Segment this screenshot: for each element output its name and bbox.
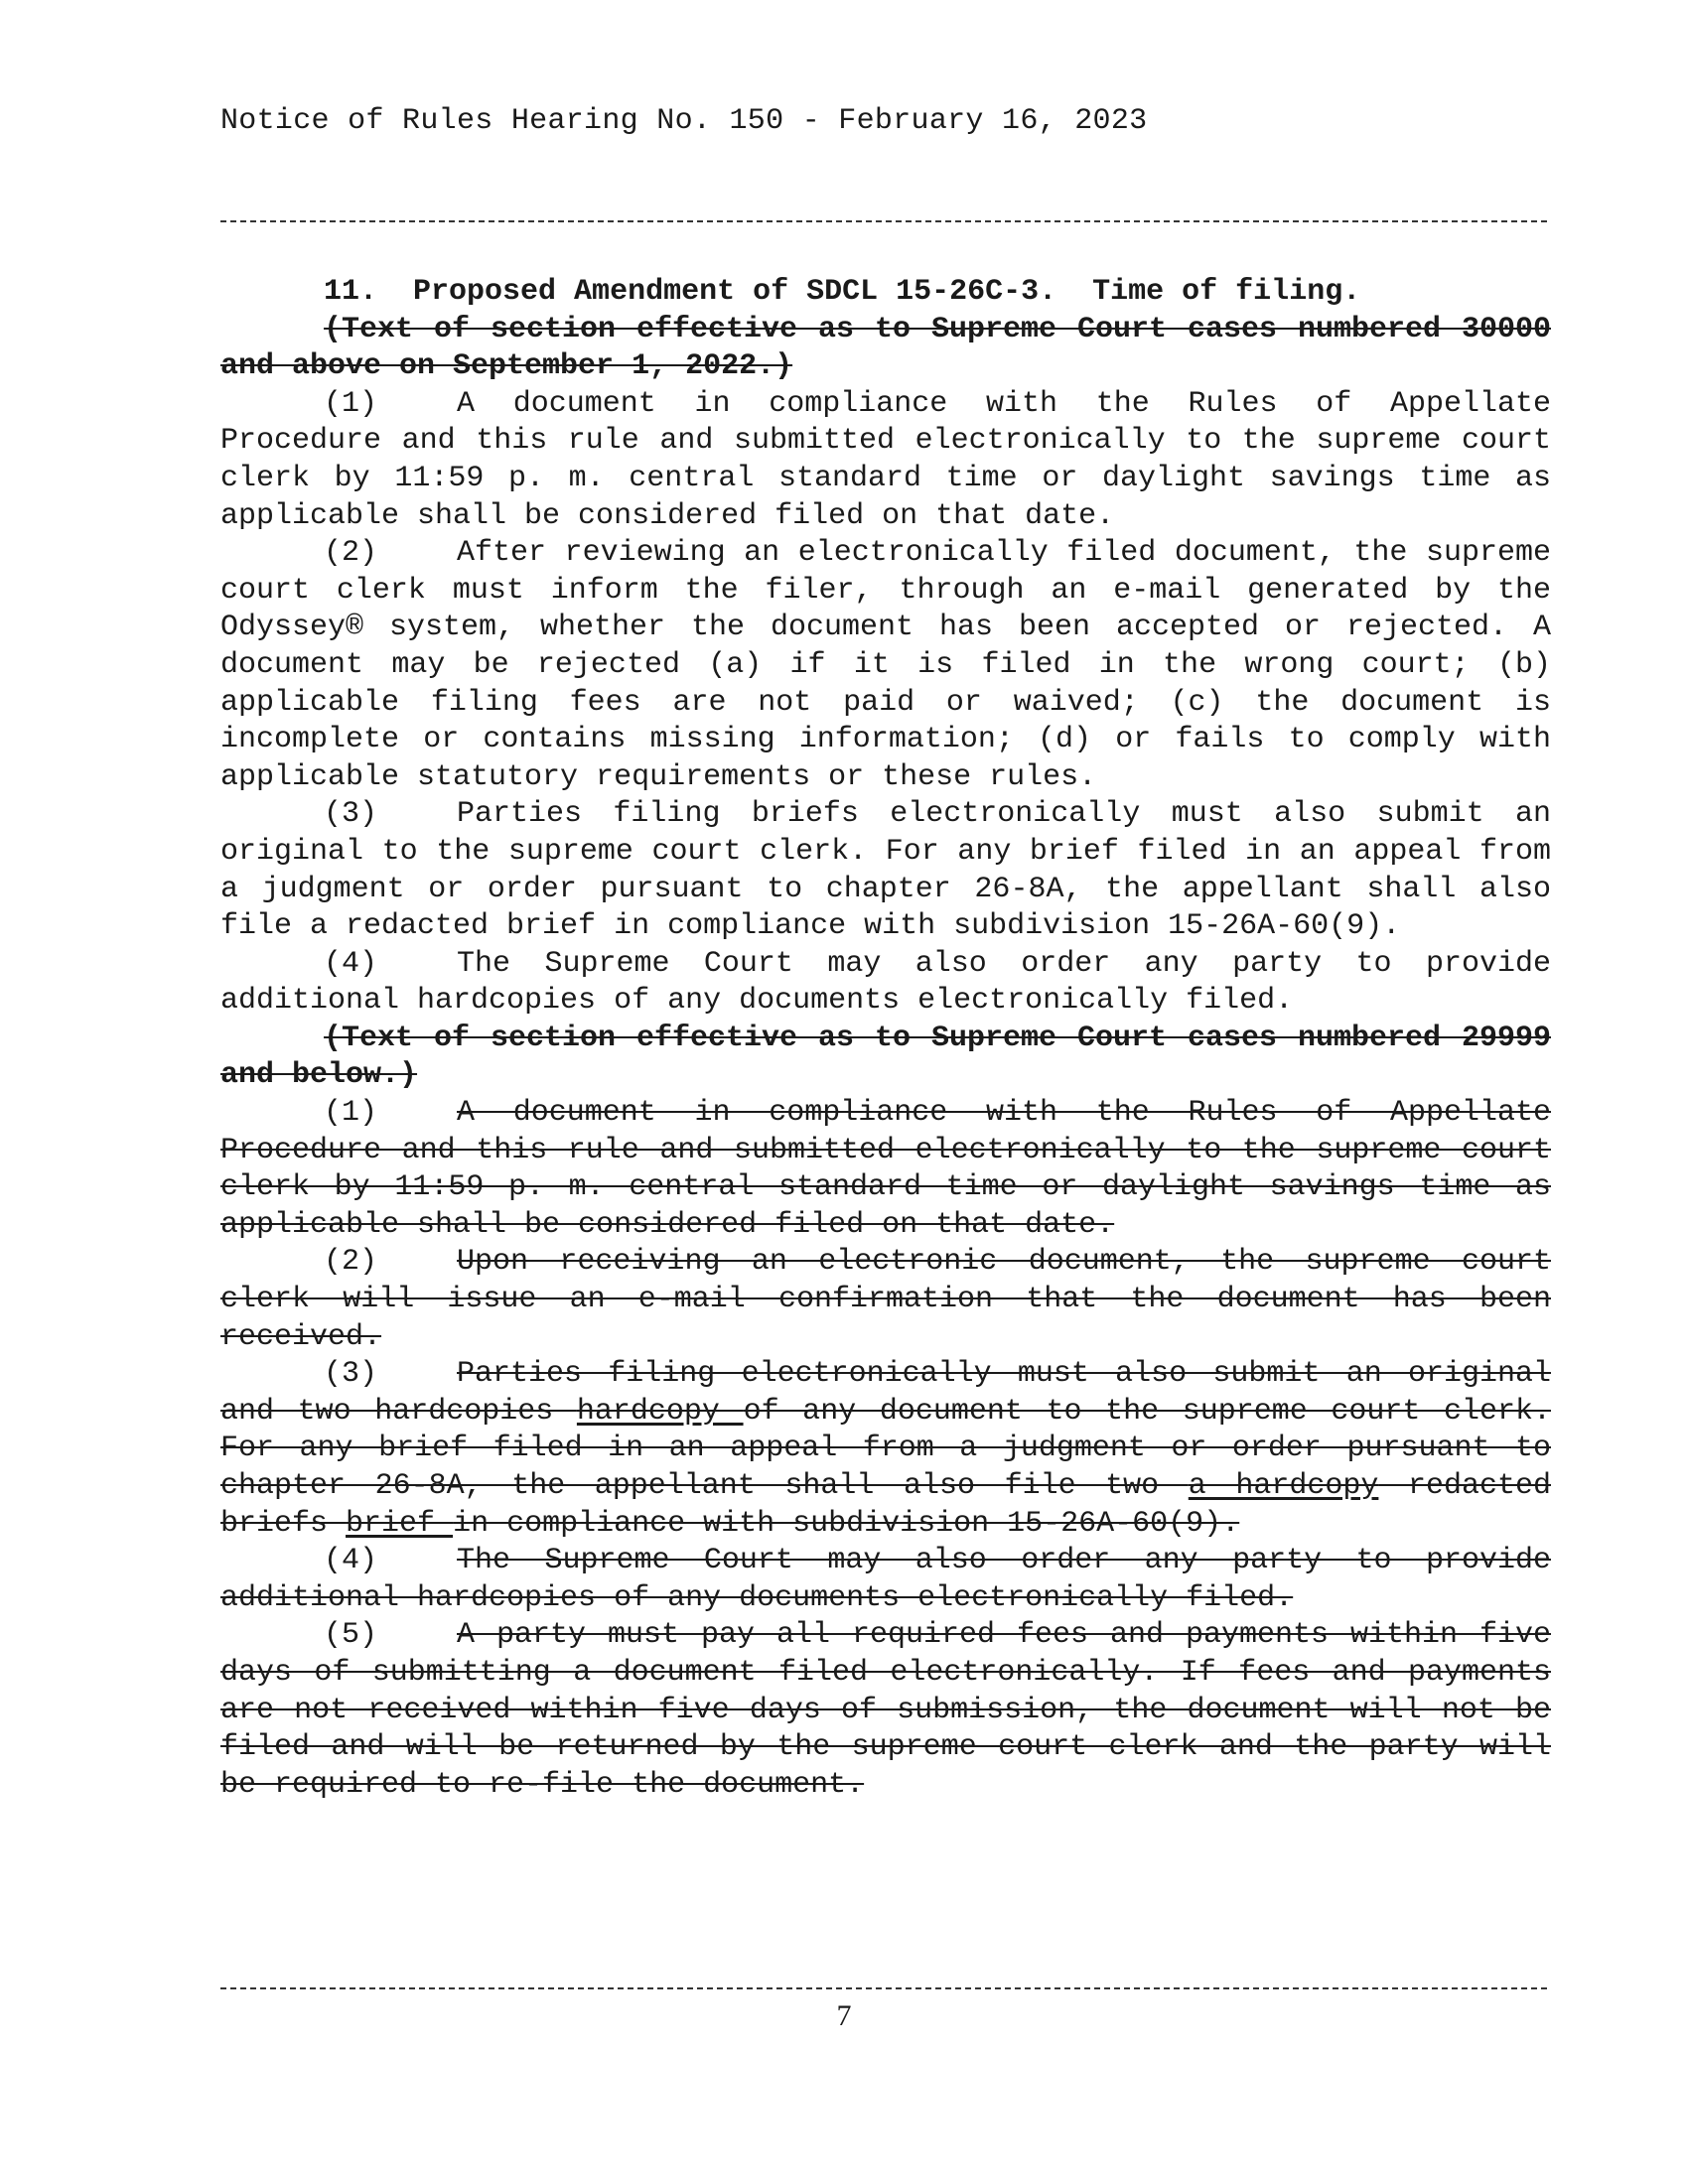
- rule-number: 11.: [324, 275, 378, 309]
- section-a-paragraph-3: [220, 796, 1551, 945]
- section-a-note: (Text of section effective as to Supreme Court cases numbered 30000 and above on September 1, 2022.): [220, 312, 1551, 384]
- paragraph-number: (1): [324, 1096, 378, 1131]
- page-header: Notice of Rules Hearing No. 150 - February 16, 2023: [220, 104, 1148, 138]
- top-dashed-divider: [220, 220, 1547, 222]
- paragraph-text: After reviewing an electronically filed document, the supreme court clerk must inform the filer, through an e-mail generated by the Odyssey® system, whether the document has been accepted or rejected. A document may be rejected (a) if it is filed in the wrong court; (b) applicable filing fees are not paid or waived; (c) the document is incomplete or contains missing information; (d) or fails to comply with applicable statutory requirements or these rules.: [220, 536, 1551, 794]
- section-b-paragraph-3: [220, 1356, 1551, 1543]
- paragraph-number: (4): [324, 1544, 378, 1578]
- rule-body: [220, 274, 1551, 1804]
- paragraph-text: A document in compliance with the Rules of Appellate Procedure and this rule and submitted electronically to the supreme court clerk by 11:59 p. m. central standard time or daylight savings time as applicable shall be considered filed on that date.: [220, 1096, 1551, 1242]
- paragraph-number: (2): [324, 1245, 378, 1280]
- deleted-text: in compliance with subdivision 15-26A-60(9).: [453, 1506, 1240, 1541]
- section-b-paragraph-2: [220, 1244, 1551, 1356]
- paragraph-number: (3): [324, 1357, 378, 1392]
- paragraph-number: (2): [324, 536, 378, 571]
- section-b-paragraph-1: [220, 1095, 1551, 1244]
- inserted-text: hardcopy: [576, 1394, 744, 1429]
- paragraph-text: Parties filing briefs electronically must also submit an original to the supreme court clerk. For any brief filed in an appeal from a judgment or order pursuant to chapter 26-8A, the appellant shall also file a redacted brief in compliance with subdivision 15-26A-60(9).: [220, 797, 1551, 944]
- rule-title: Proposed Amendment of SDCL 15-26C-3.: [413, 275, 1057, 309]
- paragraph-number: (1): [324, 386, 378, 421]
- section-b-note: (Text of section effective as to Supreme Court cases numbered 29999 and below.): [220, 1021, 1551, 1093]
- section-b-paragraph-4: [220, 1543, 1551, 1617]
- paragraph-text: Upon receiving an electronic document, the supreme court clerk will issue an e-mail confirmation that the document has been received.: [220, 1245, 1551, 1354]
- page-number: 7: [836, 1999, 852, 2032]
- paragraph-text: The Supreme Court may also order any party to provide additional hardcopies of any documents electronically filed.: [220, 946, 1551, 1019]
- deleted-text: Parties filing electronically must also submit an original and two hardcopies: [220, 1357, 1551, 1429]
- paragraph-number: (3): [324, 797, 378, 832]
- deleted-text: of any document to the supreme court clerk. For any brief filed in an appeal from a judgment or order pursuant to chapter 26-8A, the appellant shall also file two: [220, 1394, 1551, 1503]
- paragraph-number: (4): [324, 946, 378, 981]
- paragraph-text: The Supreme Court may also order any party to provide additional hardcopies of any documents electronically filed.: [220, 1544, 1551, 1615]
- paragraph-number: (5): [324, 1618, 378, 1653]
- bottom-dashed-divider: [220, 1987, 1547, 1989]
- paragraph-text: A party must pay all required fees and payments within five days of submitting a document filed electronically. If fees and payments are not received within five days of submission, the document will not be filed and will be returned by the supreme court clerk and the party will be required to re-file the document.: [220, 1618, 1551, 1802]
- section-a-paragraph-4: [220, 946, 1551, 1021]
- rule-heading: [220, 274, 1551, 312]
- deleted-text: redacted briefs: [220, 1469, 1551, 1541]
- inserted-text: a hardcopy: [1188, 1469, 1379, 1503]
- rule-subtitle: Time of filing.: [1092, 275, 1361, 309]
- section-b-paragraph-5: [220, 1617, 1551, 1804]
- section-a-paragraph-1: [220, 386, 1551, 535]
- section-a-paragraph-2: [220, 535, 1551, 796]
- inserted-text: brief: [346, 1506, 454, 1541]
- paragraph-text: A document in compliance with the Rules of Appellate Procedure and this rule and submitted electronically to the supreme court clerk by 11:59 p. m. central standard time or daylight savings time as applicable shall be considered filed on that date.: [220, 386, 1551, 533]
